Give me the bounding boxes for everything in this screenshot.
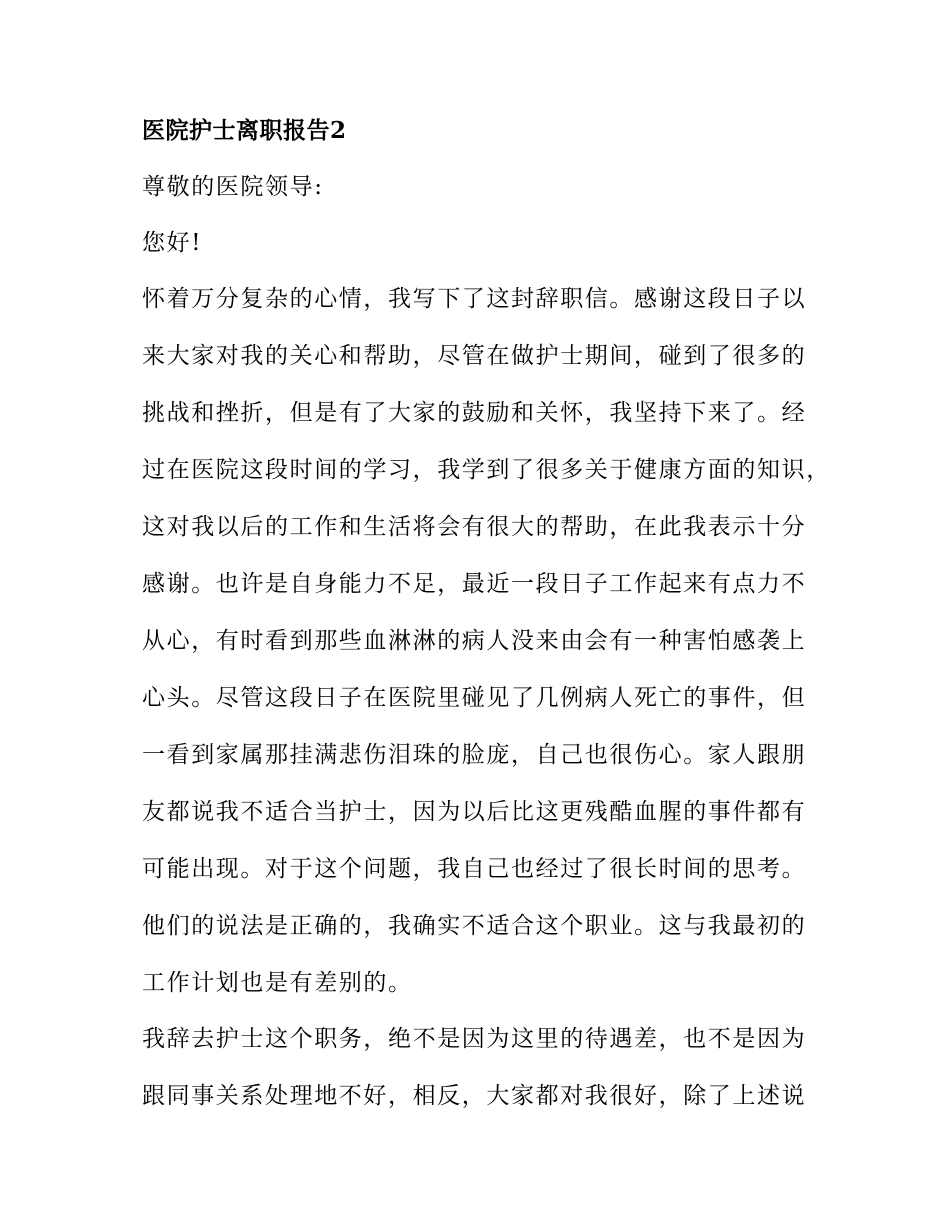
paragraph-line: 他们的说法是正确的，我确实不适合这个职业。这与我最初的 bbox=[142, 913, 807, 939]
salutation: 尊敬的医院领导: bbox=[142, 174, 324, 200]
paragraph-line: 可能出现。对于这个问题，我自己也经过了很长时间的思考。 bbox=[142, 856, 807, 882]
paragraph-line: 心头。尽管这段日子在医院里碰见了几例病人死亡的事件，但 bbox=[142, 685, 807, 711]
paragraph-line: 过在医院这段时间的学习，我学到了很多关于健康方面的知识， bbox=[142, 457, 831, 483]
paragraph-line: 友都说我不适合当护士，因为以后比这更残酷血腥的事件都有 bbox=[142, 799, 807, 825]
document-title: 医院护士离职报告2 bbox=[142, 117, 347, 144]
paragraph-line: 从心，有时看到那些血淋淋的病人没来由会有一种害怕感袭上 bbox=[142, 628, 807, 654]
paragraph-line: 跟同事关系处理地不好，相反，大家都对我很好，除了上述说 bbox=[142, 1083, 807, 1109]
greeting: 您好! bbox=[142, 230, 203, 256]
paragraph-line: 怀着万分复杂的心情，我写下了这封辞职信。感谢这段日子以 bbox=[142, 286, 807, 312]
paragraph-line: 感谢。也许是自身能力不足，最近一段日子工作起来有点力不 bbox=[142, 571, 807, 597]
paragraph-line: 这对我以后的工作和生活将会有很大的帮助，在此我表示十分 bbox=[142, 514, 807, 540]
paragraph-line: 挑战和挫折，但是有了大家的鼓励和关怀，我坚持下来了。经 bbox=[142, 400, 807, 426]
paragraph-line: 来大家对我的关心和帮助，尽管在做护士期间，碰到了很多的 bbox=[142, 343, 807, 369]
paragraph-line: 我辞去护士这个职务，绝不是因为这里的待遇差，也不是因为 bbox=[142, 1026, 807, 1052]
paragraph-line: 一看到家属那挂满悲伤泪珠的脸庞，自己也很伤心。家人跟朋 bbox=[142, 742, 807, 768]
paragraph-line: 工作计划也是有差别的。 bbox=[142, 970, 413, 996]
